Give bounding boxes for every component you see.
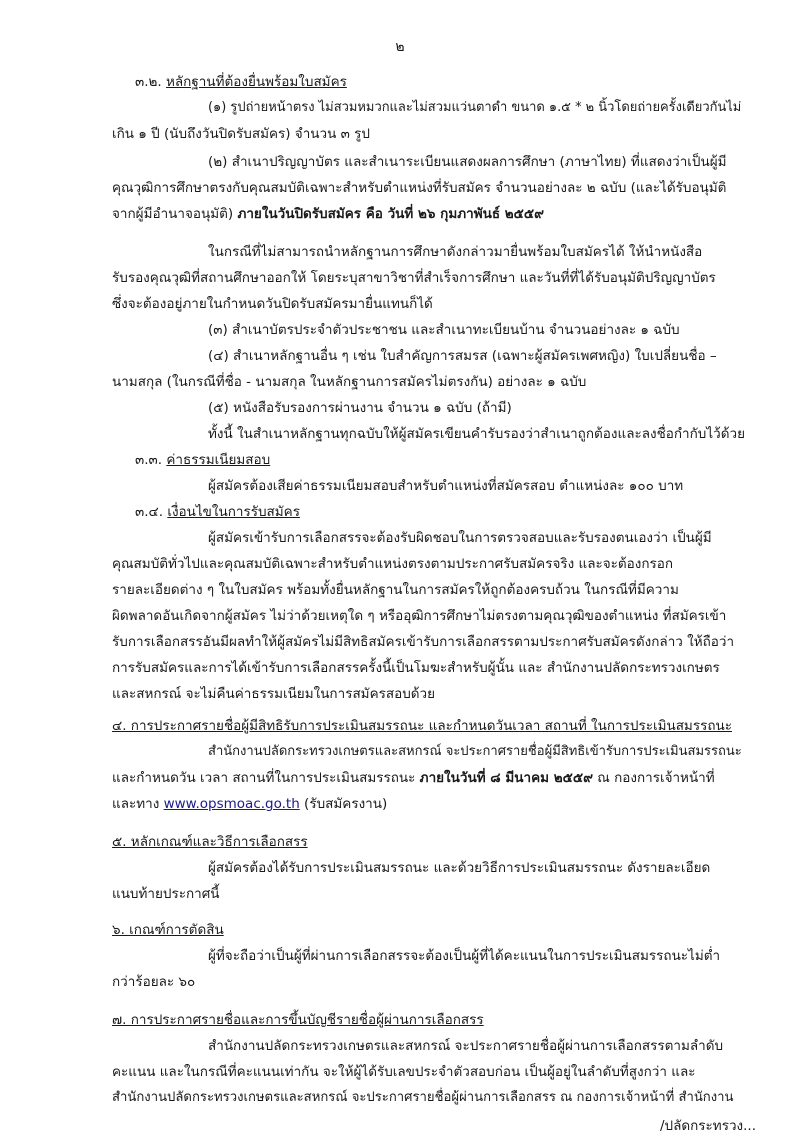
text-run: และทาง <box>112 796 164 812</box>
paragraph-line: ผู้ที่จะถือว่าเป็นผู้ที่ผ่านการเลือกสรรจะต้องเป็นผู้ที่ได้คะแนนในการประเมินสมรรถนะไม่ต่ำ <box>208 948 721 964</box>
paragraph-line: คุณวุฒิการศึกษาตรงกับคุณสมบัติเฉพาะสำหรับตำแหน่งที่รับสมัคร จำนวนอย่างละ ๒ ฉบับ (และได้รับอนุมัติ <box>112 180 727 196</box>
paragraph-line: นามสกุล (ในกรณีที่ชื่อ - นามสกุล ในหลักฐานการสมัครไม่ตรงกัน) อย่างละ ๑ ฉบับ <box>112 374 587 390</box>
section-title: ค่าธรรมเนียมสอบ <box>166 452 271 468</box>
paragraph-line: ซึ่งจะต้องอยู่ภายในกำหนดวันปิดรับสมัครมายื่นแทนก็ได้ <box>112 296 433 312</box>
paragraph-line: รับรองคุณวุฒิที่สถานศึกษาออกให้ โดยระบุสาขาวิชาที่สำเร็จการศึกษา และวันที่ที่ได้รับอนุมัติปริญญาบัตร <box>112 270 716 286</box>
paragraph-line: แนบท้ายประกาศนี้ <box>112 886 220 902</box>
paragraph-line: รายละเอียดต่าง ๆ ในใบสมัคร พร้อมทั้งยื่นหลักฐานในการสมัครให้ถูกต้องครบถ้วน ในกรณีที่มีความ <box>112 582 679 598</box>
paragraph-line: คุณสมบัติทั่วไปและคุณสมบัติเฉพาะสำหรับตำแหน่งตรงตามประกาศรับสมัครจริง และจะต้องกรอก <box>112 556 674 572</box>
paragraph-line: (๕) หนังสือรับรองการผ่านงาน จำนวน ๑ ฉบับ (ถ้ามี) <box>208 400 512 416</box>
page-number: ๒ <box>395 39 405 55</box>
section-4-heading: ๔. การประกาศรายชื่อผู้มีสิทธิรับการประเมินสมรรถนะ และกำหนดวันเวลา สถานที่ ในการประเมินสมรรถนะ <box>112 718 732 734</box>
section-5-heading: ๕. หลักเกณฑ์และวิธีการเลือกสรร <box>112 834 308 850</box>
deadline-text: ภายในวันปิดรับสมัคร คือ วันที่ ๒๖ กุมภาพันธ์ ๒๕๕๙ <box>237 206 545 222</box>
section-3-3-heading <box>135 450 763 470</box>
section-6-heading: ๖. เกณฑ์การตัดสิน <box>112 922 224 938</box>
text-run: (รับสมัครงาน) <box>299 796 388 812</box>
section-3-2-heading <box>135 72 763 92</box>
section-3-4-heading <box>135 502 763 522</box>
paragraph-line: สำนักงานปลัดกระทรวงเกษตรและสหกรณ์ จะประกาศรายชื่อผู้ผ่านการเลือกสรรตามลำดับ <box>208 1038 724 1054</box>
paragraph-line: สำนักงานปลัดกระทรวงเกษตรและสหกรณ์ จะประกาศรายชื่อผู้มีสิทธิเข้ารับการประเมินสมรรถนะ <box>208 744 742 759</box>
paragraph-line: ทั้งนี้ ในสำเนาหลักฐานทุกฉบับให้ผู้สมัครเขียนคำรับรองว่าสำเนาถูกต้องและลงชื่อกำกับไว้ด้วย <box>208 426 745 442</box>
date-text: ภายในวันที่ ๘ มีนาคม ๒๕๕๙ <box>419 770 593 786</box>
paragraph-line: การรับสมัครและการได้เข้ารับการเลือกสรรครั้งนี้เป็นโมฆะสำหรับผู้นั้น และ สำนักงานปลัดกระทรวงเกษตร <box>112 660 720 676</box>
paragraph-line: (๑) รูปถ่ายหน้าตรง ไม่สวมหมวกและไม่สวมแว่นตาดำ ขนาด ๑.๕ * ๒ นิ้วโดยถ่ายครั้งเดียวกันไม่ <box>208 100 742 115</box>
paragraph-line: (๒) สำเนาปริญญาบัตร และสำเนาระเบียนแสดงผลการศึกษา (ภาษาไทย) ที่แสดงว่าเป็นผู้มี <box>208 154 727 170</box>
section-number: ๓.๓. <box>135 452 163 468</box>
section-title: เงื่อนไขในการรับสมัคร <box>167 504 300 520</box>
paragraph-line: ในกรณีที่ไม่สามารถนำหลักฐานการศึกษาดังกล่าวมายื่นพร้อมใบสมัครได้ ให้นำหนังสือ <box>208 244 703 260</box>
paragraph-line <box>112 768 740 788</box>
text-run: และกำหนดวัน เวลา สถานที่ในการประเมินสมรรถนะ <box>112 770 420 786</box>
section-number: ๓.๔. <box>135 504 164 520</box>
paragraph-line: ผู้สมัครต้องได้รับการประเมินสมรรถนะ และด้วยวิธีการประเมินสมรรถนะ ดังรายละเอียด <box>208 860 711 876</box>
section-number: ๓.๒. <box>135 74 162 90</box>
paragraph-line: สำนักงานปลัดกระทรวงเกษตรและสหกรณ์ จะประกาศรายชื่อผู้ผ่านการเลือกสรร ณ กองการเจ้าหน้าที่ สำนักงาน <box>112 1090 734 1105</box>
paragraph-line: คะแนน และในกรณีที่คะแนนเท่ากัน จะให้ผู้ได้รับเลขประจำตัวสอบก่อน เป็นผู้อยู่ในลำดับที่สูงกว่า และ <box>112 1064 696 1080</box>
section-7-heading: ๗. การประกาศรายชื่อและการขึ้นบัญชีรายชื่อผู้ผ่านการเลือกสรร <box>112 1012 484 1028</box>
paragraph-line <box>112 204 740 224</box>
website-link[interactable]: www.opsmoac.go.th <box>163 796 300 812</box>
continuation-marker: /ปลัดกระทรวง... <box>659 1118 756 1134</box>
paragraph-line: ผู้สมัครต้องเสียค่าธรรมเนียมสอบสำหรับตำแหน่งที่สมัครสอบ ตำแหน่งละ ๑๐๐ บาท <box>208 478 684 494</box>
section-title: หลักฐานที่ต้องยื่นพร้อมใบสมัคร <box>166 74 347 90</box>
paragraph-line: (๓) สำเนาบัตรประจำตัวประชาชน และสำเนาทะเบียนบ้าน จำนวนอย่างละ ๑ ฉบับ <box>208 322 680 338</box>
text-run: จากผู้มีอำนาจอนุมัติ) <box>112 206 238 222</box>
paragraph-line <box>112 794 740 814</box>
paragraph-line: (๔) สำเนาหลักฐานอื่น ๆ เช่น ใบสำคัญการสมรส (เฉพาะผู้สมัครเพศหญิง) ใบเปลี่ยนชื่อ – <box>208 348 717 364</box>
paragraph-line: รับการเลือกสรรอันมีผลทำให้ผู้สมัครไม่มีสิทธิสมัครเข้ารับการเลือกสรรตามประกาศรับสมัครดังกล่าว ให้ถือว่า <box>112 634 735 650</box>
text-run: ณ กองการเจ้าหน้าที่ <box>592 770 715 786</box>
paragraph-line: และสหกรณ์ จะไม่คืนค่าธรรมเนียมในการสมัครสอบด้วย <box>112 686 436 702</box>
paragraph-line: เกิน ๑ ปี (นับถึงวันปิดรับสมัคร) จำนวน ๓ รูป <box>112 126 370 142</box>
paragraph-line: กว่าร้อยละ ๖๐ <box>112 974 196 990</box>
paragraph-line: ผู้สมัครเข้ารับการเลือกสรรจะต้องรับผิดชอบในการตรวจสอบและรับรองตนเองว่า เป็นผู้มี <box>208 530 712 546</box>
paragraph-line: ผิดพลาดอันเกิดจากผู้สมัคร ไม่ว่าด้วยเหตุใด ๆ หรืออุฒิการศึกษาไม่ตรงตามคุณวุฒิของตำแหน่ง ที่สมัครเข้า <box>112 608 727 624</box>
